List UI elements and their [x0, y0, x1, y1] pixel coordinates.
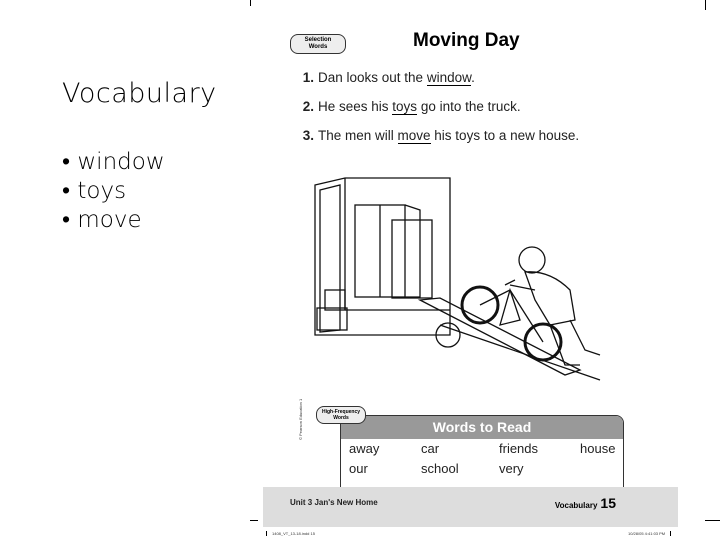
- badge-line: High-Frequency: [321, 409, 361, 415]
- worksheet-title: Moving Day: [413, 30, 520, 51]
- moving-truck-illustration: [300, 150, 620, 390]
- text: .: [471, 70, 475, 85]
- selection-words-badge: [290, 34, 346, 54]
- unit-label: Unit 3 Jan's New Home: [290, 498, 378, 507]
- truck-body: [315, 178, 450, 335]
- text: He sees his: [318, 99, 393, 114]
- words-to-read-title: Words to Read: [341, 416, 623, 439]
- word: friends: [499, 441, 539, 456]
- vocab-word: window: [426, 70, 472, 85]
- badge-line: Selection: [304, 37, 332, 43]
- text: The men will: [318, 128, 398, 143]
- crop-mark: [250, 0, 251, 6]
- crop-mark: [250, 520, 258, 521]
- vocabulary-label: Vocabulary: [554, 501, 598, 510]
- vocab-word: move: [397, 128, 431, 143]
- copyright: © Pearson Education 1: [298, 398, 303, 440]
- crop-mark: [705, 520, 720, 521]
- text: Dan looks out the: [318, 70, 427, 85]
- bullet-toys: • toys: [62, 178, 127, 204]
- badge-line: Words: [308, 44, 328, 50]
- word: very: [499, 461, 524, 476]
- sentence-2: [292, 99, 521, 114]
- word: our: [349, 461, 368, 476]
- words-to-read-box: [340, 415, 624, 488]
- page-number: 15: [600, 495, 616, 511]
- sentence-3: [292, 128, 579, 143]
- word: away: [349, 441, 380, 456]
- vocab-word: toys: [392, 99, 418, 114]
- text: go into the truck.: [417, 99, 521, 114]
- num: 1.: [302, 70, 314, 85]
- slug-right: 10/28/05 4:41:03 PM: [628, 531, 671, 536]
- text: his toys to a new house.: [430, 128, 580, 143]
- bullet-move: • move: [62, 207, 142, 233]
- word: car: [421, 441, 440, 456]
- badge-line: Words: [333, 415, 349, 421]
- word: school: [421, 461, 459, 476]
- slug-left: 1408_VT_13-18.indd 15: [266, 531, 315, 536]
- boy-head: [519, 247, 545, 273]
- page-footer: [263, 487, 678, 527]
- word: house: [580, 441, 616, 456]
- sentence-1: [292, 70, 475, 85]
- crop-mark: [705, 0, 706, 10]
- high-frequency-badge: [316, 406, 366, 424]
- bullet-window: • window: [62, 149, 165, 175]
- num: 3.: [302, 128, 314, 143]
- small-box: [325, 290, 345, 310]
- section-label: [555, 495, 616, 511]
- slide-title: Vocabulary: [62, 78, 217, 109]
- num: 2.: [302, 99, 314, 114]
